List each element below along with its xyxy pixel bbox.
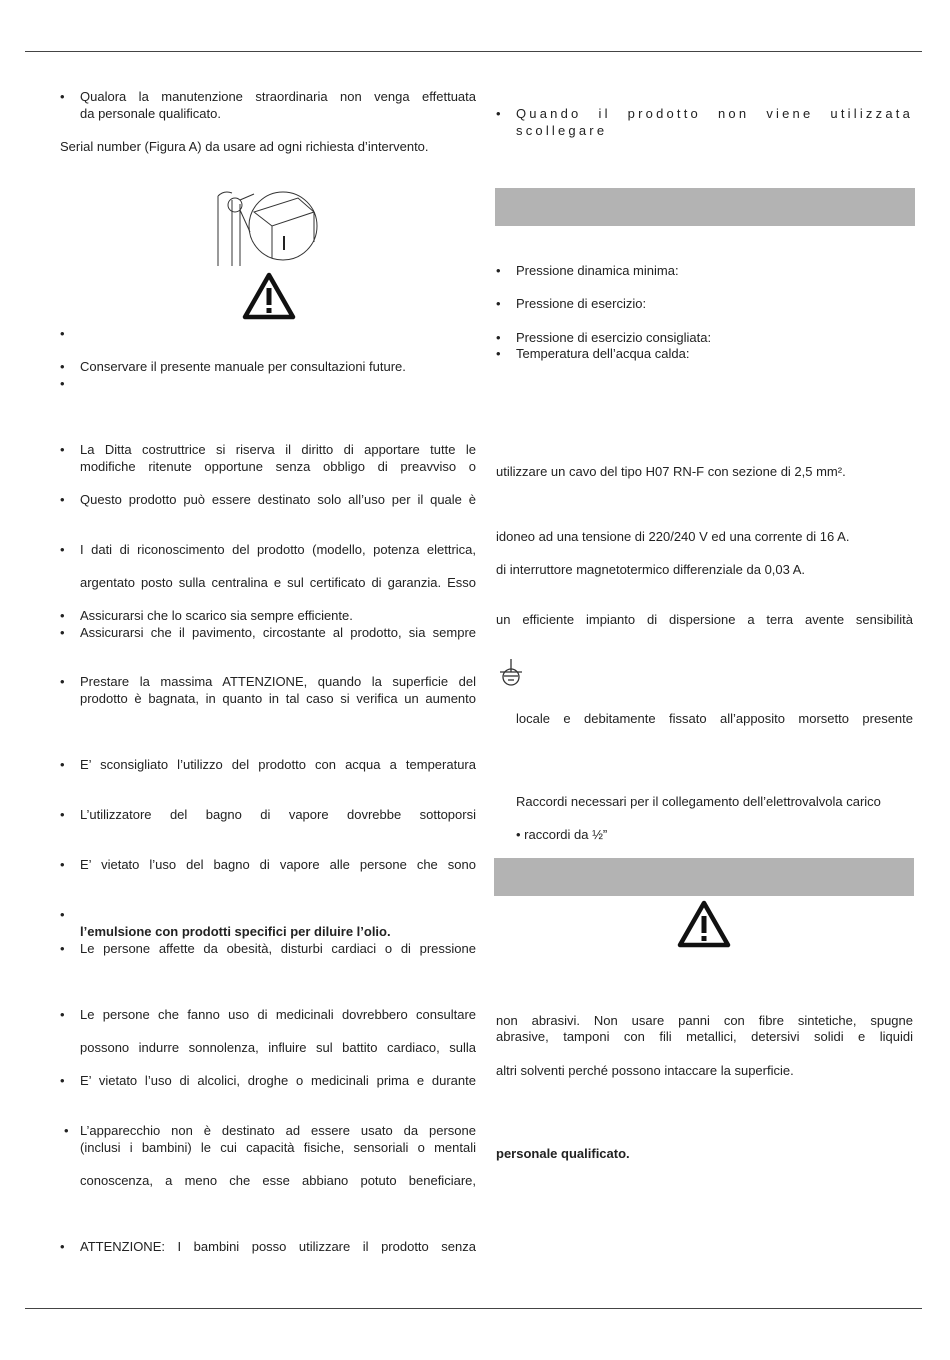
spec-label: Pressione dinamica minima: — [516, 263, 679, 278]
paragraph-line: non abrasivi. Non usare panni con fibre sintetiche, spugne — [496, 1013, 913, 1028]
serial-number-line: Serial number (Figura A) da usare ad ogni richiesta d’intervento. — [60, 139, 429, 154]
paragraph-line: l’emulsione con prodotti specifici per diluire l’olio. — [80, 924, 391, 939]
bullet: • — [60, 1073, 65, 1088]
paragraph-line: Quando il prodotto non viene utilizzata scollegare — [516, 106, 913, 138]
paragraph-line: L’utilizzatore del bagno di vapore dovrebbe sottoporsi — [80, 807, 476, 822]
paragraph-line: Le persone che fanno uso di medicinali dovrebbero consultare — [80, 1007, 476, 1022]
spec-label: Pressione di esercizio consigliata: — [516, 330, 712, 345]
footer-rule — [25, 1308, 922, 1309]
bullet: • — [60, 359, 65, 374]
paragraph-line: un efficiente impianto di dispersione a terra avente sensibilità — [496, 612, 913, 627]
paragraph-line: Prestare la massima ATTENZIONE, quando la superficie del — [80, 674, 476, 689]
bullet: • — [60, 492, 65, 507]
header-rule — [25, 51, 922, 52]
paragraph-line: abrasive, tamponi con fili metallici, detersivi solidi e liquidi — [496, 1029, 913, 1044]
serial-number-figure — [210, 188, 325, 270]
bullet: • — [60, 542, 65, 557]
paragraph-line: altri solventi perché possono intaccare la superficie. — [496, 1063, 794, 1078]
bullet: • — [60, 326, 65, 341]
bullet: • — [60, 674, 65, 689]
paragraph-line: E’ vietato l’uso di alcolici, droghe o medicinali prima e durante — [80, 1073, 476, 1088]
bullet: • — [60, 625, 65, 640]
paragraph-line: E’ vietato l’uso del bagno di vapore alle persone che sono — [80, 857, 476, 872]
paragraph-line: Assicurarsi che il pavimento, circostante al prodotto, sia sempre — [80, 625, 476, 640]
paragraph-line: utilizzare un cavo del tipo H07 RN-F con sezione di 2,5 mm². — [496, 464, 846, 479]
bullet: • — [60, 941, 65, 956]
paragraph-line: • raccordi da ½” — [516, 827, 608, 842]
paragraph-line: Assicurarsi che lo scarico sia sempre efficiente. — [80, 608, 353, 623]
paragraph-line: prodotto è bagnata, in quanto in tal caso si verifica un aumento — [80, 691, 476, 706]
spec-label: Pressione di esercizio: — [516, 296, 647, 311]
bullet: • — [60, 608, 65, 623]
paragraph-line: Qualora la manutenzione straordinaria non venga effettuata — [80, 89, 476, 104]
bullet: • — [496, 106, 501, 121]
paragraph-line: conoscenza, a meno che esse abbiano potuto beneficiare, — [80, 1173, 476, 1188]
bullet: • — [60, 1007, 65, 1022]
paragraph-line: E’ sconsigliato l’utilizzo del prodotto con acqua a temperatura — [80, 757, 476, 772]
bullet: • — [60, 89, 65, 104]
bullet: • — [496, 263, 501, 278]
paragraph-line: L’apparecchio non è destinato ad essere usato da persone — [80, 1123, 476, 1138]
paragraph-line: La Ditta costruttrice si riserva il diritto di apportare tutte le — [80, 442, 476, 457]
paragraph-line: personale qualificato. — [496, 1146, 630, 1161]
warning-icon — [242, 272, 296, 320]
paragraph-line: I dati di riconoscimento del prodotto (modello, potenza elettrica, — [80, 542, 476, 557]
bullet: • — [60, 442, 65, 457]
paragraph-line: modifiche ritenute opportune senza obbligo di preavviso o — [80, 459, 476, 474]
bullet: • — [60, 757, 65, 772]
bullet: • — [60, 376, 65, 391]
section-header-bar — [495, 188, 915, 226]
section-header-bar — [494, 858, 914, 896]
paragraph-line: ATTENZIONE: I bambini posso utilizzare il prodotto senza — [80, 1239, 476, 1254]
paragraph-line: di interruttore magnetotermico differenziale da 0,03 A. — [496, 562, 806, 577]
paragraph-line: possono indurre sonnolenza, influire sul battito cardiaco, sulla — [80, 1040, 476, 1055]
ground-icon — [497, 658, 525, 690]
warning-icon — [677, 900, 731, 948]
bullet: • — [496, 346, 501, 361]
spec-label: Temperatura dell’acqua calda: — [516, 346, 690, 361]
paragraph-line: da personale qualificato. — [80, 106, 221, 121]
bullet: • — [496, 330, 501, 345]
paragraph-line: Conservare il presente manuale per consultazioni future. — [80, 359, 406, 374]
bullet: • — [496, 296, 501, 311]
paragraph-line: locale e debitamente fissato all’apposito morsetto presente — [516, 711, 913, 726]
paragraph-line: idoneo ad una tensione di 220/240 V ed una corrente di 16 A. — [496, 529, 850, 544]
paragraph-line: Questo prodotto può essere destinato solo all’uso per il quale è — [80, 492, 476, 507]
paragraph-line: Raccordi necessari per il collegamento dell’elettrovalvola carico — [516, 794, 881, 809]
paragraph-line: Le persone affette da obesità, disturbi cardiaci o di pressione — [80, 941, 476, 956]
bullet: • — [64, 1123, 69, 1138]
bullet: • — [60, 857, 65, 872]
paragraph-line: argentato posto sulla centralina e sul certificato di garanzia. Esso — [80, 575, 476, 590]
bullet: • — [60, 1239, 65, 1254]
bullet: • — [60, 807, 65, 822]
paragraph-line: (inclusi i bambini) le cui capacità fisiche, sensoriali o mentali — [80, 1140, 476, 1155]
bullet: • — [60, 907, 65, 922]
